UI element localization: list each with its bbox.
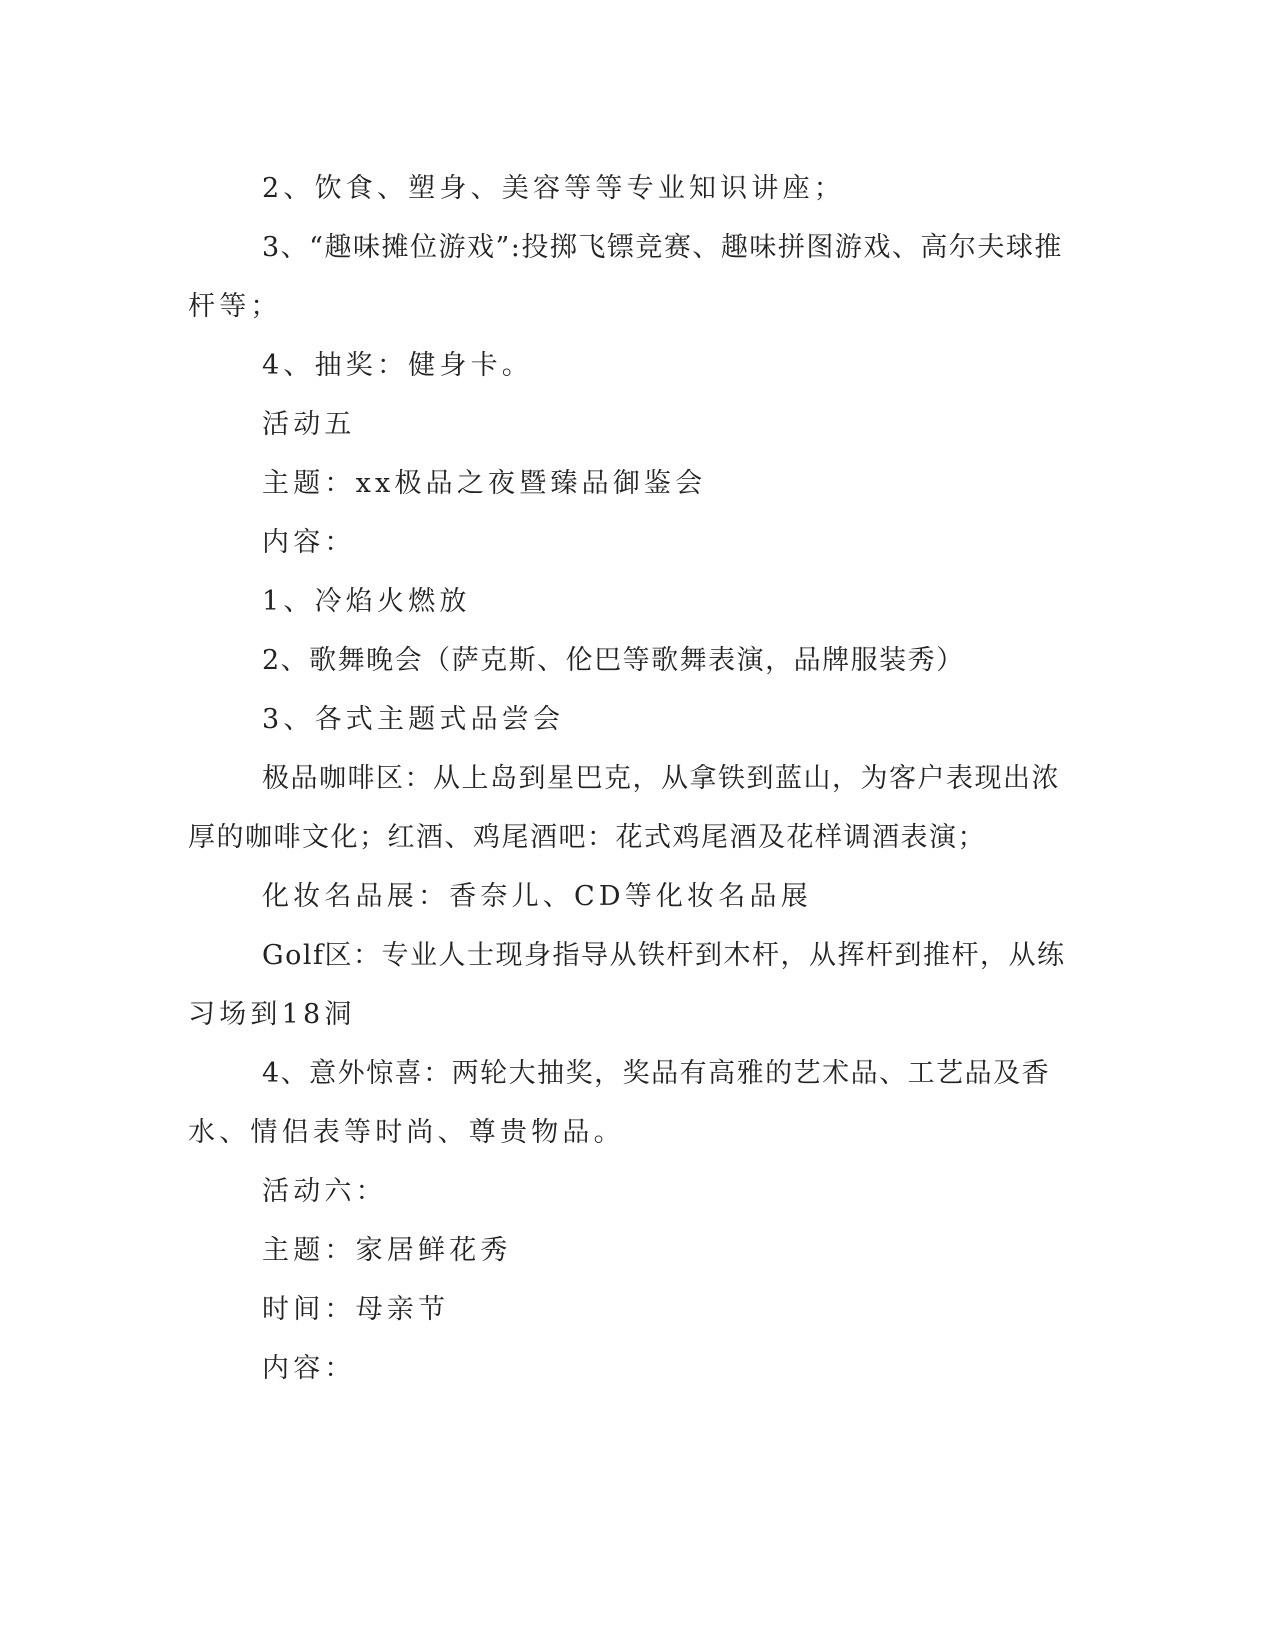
paragraph-coffee-zone: 极品咖啡区：从上岛到星巴克，从拿铁到蓝山，为客户表现出浓 [262,763,1060,794]
list-item-booth-games-continued: 杆等； [188,291,282,322]
activity-five-content-label: 内容： [262,527,356,558]
activity-five-theme: 主题：xx极品之夜暨臻品御鉴会 [262,468,707,499]
list-item-surprise-continued: 水、情侣表等时尚、尊贵物品。 [188,1117,625,1148]
activity-five-heading: 活动五 [262,409,356,440]
paragraph-golf-zone-continued: 习场到18洞 [188,999,356,1030]
list-item-surprise: 4、意外惊喜：两轮大抽奖，奖品有高雅的艺术品、工艺品及香 [262,1058,1051,1089]
activity-six-time: 时间：母亲节 [262,1294,450,1325]
list-item-booth-games: 3、“趣味摊位游戏”:投掷飞镖竞赛、趣味拼图游戏、高尔夫球推 [262,232,1063,263]
activity-six-content-label: 内容： [262,1353,356,1384]
list-item-tasting: 3、各式主题式品尝会 [262,704,565,735]
list-item-gala: 2、歌舞晚会（萨克斯、伦巴等歌舞表演，品牌服装秀） [262,645,965,676]
activity-six-theme: 主题：家居鲜花秀 [262,1235,512,1266]
paragraph-golf-zone: Golf区：专业人士现身指导从铁杆到木杆，从挥杆到推杆，从练 [262,940,1066,971]
paragraph-coffee-zone-continued: 厚的咖啡文化；红酒、鸡尾酒吧：花式鸡尾酒及花样调酒表演； [188,822,986,853]
list-item-cold-fireworks: 1、冷焰火燃放 [262,586,471,617]
activity-six-heading: 活动六： [262,1176,387,1207]
list-item-diet-lectures: 2、饮食、塑身、美容等等专业知识讲座； [262,173,845,204]
list-item-lottery: 4、抽奖：健身卡。 [262,350,533,381]
paragraph-cosmetics: 化妆名品展：香奈儿、CD等化妆名品展 [262,881,812,912]
